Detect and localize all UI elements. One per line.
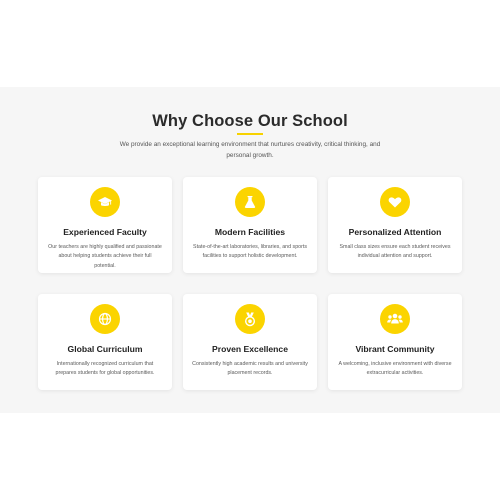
card-description: State-of-the-art laboratories, libraries, and sports facilities to support holistic development.	[193, 244, 307, 260]
feature-card-global-curriculum	[38, 294, 172, 390]
heart-icon	[380, 187, 410, 217]
card-title: Modern Facilities	[214, 227, 286, 237]
medal-icon	[235, 304, 265, 334]
title-underline	[237, 133, 263, 135]
feature-card-personalized-attention	[328, 177, 462, 273]
feature-card-proven-excellence	[183, 294, 317, 390]
flask-icon	[235, 187, 265, 217]
feature-card-vibrant-community	[328, 294, 462, 390]
card-description: Internationally recognized curriculum that prepares students for global opportunities.	[55, 361, 155, 377]
section-subtitle: We provide an exceptional learning environment that nurtures creativity, critical thinking, and personal growth.	[119, 141, 381, 159]
globe-icon	[90, 304, 120, 334]
card-title: Personalized Attention	[348, 227, 442, 237]
graduation-cap-icon	[90, 187, 120, 217]
card-title: Global Curriculum	[67, 344, 143, 354]
users-icon	[380, 304, 410, 334]
card-description: A welcoming, inclusive environment with diverse extracurricular activities.	[338, 361, 452, 377]
card-description: Our teachers are highly qualified and passionate about helping students achieve their full potential.	[48, 244, 162, 269]
card-title: Experienced Faculty	[63, 227, 147, 237]
section-title: Why Choose Our School	[152, 112, 348, 130]
card-description: Consistently high academic results and university placement records.	[192, 361, 308, 377]
card-title: Vibrant Community	[355, 344, 435, 354]
feature-card-experienced-faculty	[38, 177, 172, 273]
card-title: Proven Excellence	[212, 344, 288, 354]
card-description: Small class sizes ensure each student receives individual attention and support.	[339, 244, 451, 260]
feature-card-modern-facilities	[183, 177, 317, 273]
